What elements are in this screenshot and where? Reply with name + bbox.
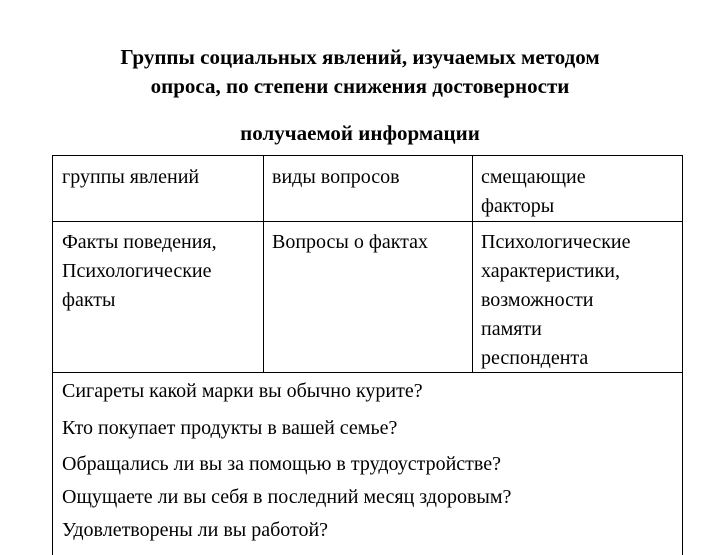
row1-question-type: Вопросы о фактах [272, 231, 429, 253]
row1-groups-line-1: Факты поведения, [62, 231, 217, 253]
title-line-2: опроса, по степени снижения достоверности [150, 74, 570, 98]
row1-bias-line-4: памяти [481, 318, 542, 340]
row1-bias-factors [481, 228, 631, 373]
row1-bias-line-5: респондента [481, 347, 589, 369]
row1-groups-line-3: факты [62, 289, 116, 311]
question-4: Ощущаете ли вы себя в последний месяц здоровым? [62, 486, 512, 508]
header-question-types: виды вопросов [272, 166, 400, 188]
row1-groups-line-2: Психологические [62, 260, 212, 282]
header-bias-factors-line-2: факторы [481, 195, 555, 217]
header-groups: группы явлений [62, 166, 200, 188]
question-3: Обращались ли вы за помощью в трудоустройстве? [62, 453, 501, 475]
question-2: Кто покупает продукты в вашей семье? [62, 417, 398, 439]
header-bias-factors [481, 163, 586, 221]
row1-bias-line-1: Психологические [481, 231, 631, 253]
row1-bias-line-2: характеристики, [481, 260, 621, 282]
row-divider-header [52, 221, 683, 222]
header-bias-factors-line-1: смещающие [481, 166, 586, 188]
column-divider-2 [472, 155, 473, 373]
column-divider-1 [263, 155, 264, 373]
question-1: Сигареты какой марки вы обычно курите? [62, 380, 423, 402]
question-5: Удовлетворены ли вы работой? [62, 519, 329, 541]
title-line-3: получаемой информации [240, 121, 480, 145]
title-line-1: Группы социальных явлений, изучаемых методом [120, 45, 600, 69]
row1-groups [62, 228, 217, 315]
row1-bias-line-3: возможности [481, 289, 594, 311]
